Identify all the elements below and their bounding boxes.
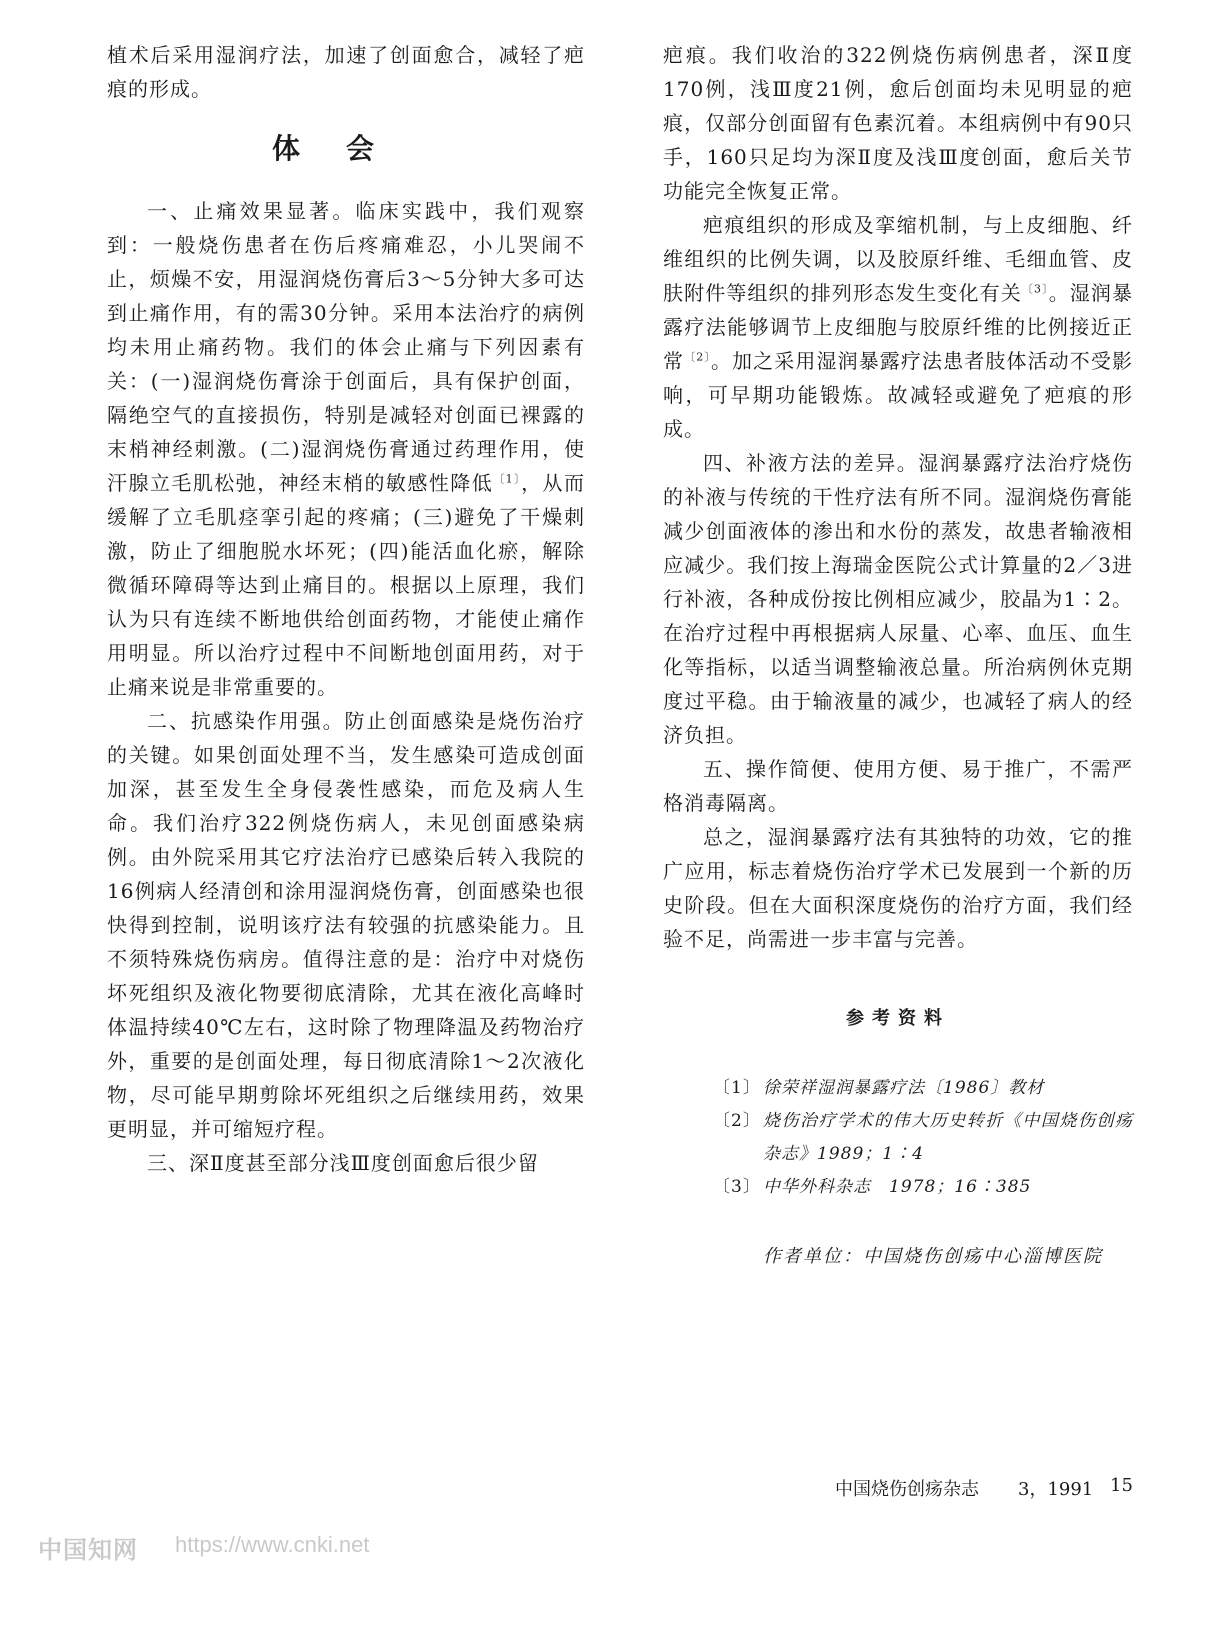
paragraph-text: ，从而缓解了立毛肌痉挛引起的疼痛；(三)避免了干燥刺激，防止了细胞脱水坏死；(四)能活血化瘀，解除微循环障碍等达到止痛目的。根据以上原理，我们认为只有连续不断地供给创面药物，才能使止痛作用明显。所以治疗过程中不间断地创面用药，对于止痛来说是非常重要的。 bbox=[107, 471, 586, 699]
footer-journal-name: 中国烧伤创疡杂志 bbox=[835, 1479, 979, 1500]
references-title: 参考资料 bbox=[846, 1008, 950, 1029]
paragraph-text: 一、止痛效果显著。临床实践中，我们观察到：一般烧伤患者在伤后疼痛难忍，小儿哭闹不止，烦燥不安，用湿润烧伤膏后3～5分钟大多可达到止痛作用，有的需30分钟。采用本法治疗的病例均未用止痛药物。我们的体会止痛与下列因素有关：(一)湿润烧伤膏涂于创面后，具有保护创面，隔绝空气的直接损伤，特别是减轻对创面已裸露的末梢神经刺激。(二)湿润烧伤膏通过药理作用，使汗腺立毛肌松弛，神经末梢的敏感性降低 bbox=[107, 199, 585, 495]
paragraph-text: 。湿润暴露疗法能够调节上皮细胞与胶原纤维的比例接近正常 bbox=[663, 281, 1134, 373]
citation-ref: 〔2〕 bbox=[684, 350, 711, 364]
paragraph-operation: 五、操作简便、使用方便、易于推广，不需严格消毒隔离。 bbox=[663, 757, 1133, 815]
reference-item bbox=[713, 1171, 1133, 1204]
section-title: 体会 bbox=[271, 132, 420, 165]
reference-text: 烧伤治疗学术的伟大历史转折《中国烧伤创疡杂志》1989；1∶4 bbox=[763, 1111, 1133, 1164]
paragraph-scar-start: 三、深Ⅱ度甚至部分浅Ⅲ度创面愈后很少留 bbox=[147, 1151, 539, 1175]
paragraph-summary: 总之，湿润暴露疗法有其独特的功效，它的推广应用，标志着烧伤治疗学术已发展到一个新的历史阶段。但在大面积深度烧伤的治疗方面，我们经验不足，尚需进一步丰富与完善。 bbox=[663, 825, 1133, 951]
reference-text: 徐荣祥湿润暴露疗法〔1986〕教材 bbox=[763, 1078, 1045, 1098]
watermark-url: https://www.cnki.net bbox=[175, 1532, 370, 1557]
reference-number: 〔2〕 bbox=[713, 1111, 761, 1131]
paragraph-scar-cont: 疤痕。我们收治的322例烧伤病例患者，深Ⅱ度170例，浅Ⅲ度21例，愈后创面均未见明显的疤痕，仅部分创面留有色素沉着。本组病例中有90只手，160只足均为深Ⅱ度及浅Ⅲ度创面，愈后关节功能完全恢复正常。 bbox=[663, 43, 1133, 203]
reference-item bbox=[713, 1105, 1133, 1171]
footer-page-number: 15 bbox=[1110, 1475, 1133, 1496]
reference-number: 〔3〕 bbox=[713, 1177, 761, 1197]
footer-issue: 3，1991 bbox=[1018, 1479, 1094, 1500]
reference-item bbox=[713, 1072, 1133, 1105]
citation-ref: 〔3〕 bbox=[1021, 282, 1049, 296]
paragraph-anti-infection: 二、抗感染作用强。防止创面感染是烧伤治疗的关键。如果创面处理不当，发生感染可造成创面加深，甚至发生全身侵袭性感染，而危及病人生命。我们治疗322例烧伤病人，未见创面感染病例。由外院采用其它疗法治疗已感染后转入我院的16例病人经清创和涂用湿润烧伤膏，创面感染也很快得到控制，说明该疗法有较强的抗感染能力。且不须特殊烧伤病房。值得注意的是：治疗中对烧伤坏死组织及液化物要彻底清除，尤其在液化高峰时体温持续40℃左右，这时除了物理降温及药物治疗外，重要的是创面处理，每日彻底清除1～2次液化物，尽可能早期剪除坏死组织之后继续用药，效果更明显，并可缩短疗程。 bbox=[107, 709, 585, 1141]
reference-text: 中华外科杂志 1978；16∶385 bbox=[763, 1177, 1032, 1197]
left-column bbox=[107, 38, 585, 1180]
continued-paragraph: 植术后采用湿润疗法，加速了创面愈合，减轻了疤痕的形成。 bbox=[107, 43, 585, 101]
watermark-logo: 中国知网 bbox=[38, 1536, 138, 1564]
reference-number: 〔1〕 bbox=[713, 1078, 761, 1098]
author-affiliation: 作者单位：中国烧伤创疡中心淄博医院 bbox=[763, 1246, 1103, 1267]
paragraph-text: 。加之采用湿润暴露疗法患者肢体活动不受影响，可早期功能锻炼。故减轻或避免了疤痕的形成。 bbox=[663, 349, 1134, 441]
right-column bbox=[663, 38, 1133, 1274]
paragraph-text: 疤痕组织的形成及挛缩机制，与上皮细胞、纤维组织的比例失调，以及胶原纤维、毛细血管、皮肤附件等组织的排列形态发生变化有关 bbox=[663, 213, 1133, 305]
paragraph-scar-mechanism bbox=[663, 208, 1133, 446]
paragraph-pain-relief bbox=[107, 194, 585, 704]
references-list bbox=[663, 1072, 1133, 1204]
citation-ref: 〔1〕 bbox=[493, 472, 522, 486]
paragraph-fluid: 四、补液方法的差异。湿润暴露疗法治疗烧伤的补液与传统的干性疗法有所不同。湿润烧伤膏能减少创面液体的渗出和水份的蒸发，故患者输液相应减少。我们按上海瑞金医院公式计算量的2／3进行补液，各种成份按比例相应减少，胶晶为1∶2。在治疗过程中再根据病人尿量、心率、血压、血生化等指标，以适当调整输液总量。所治病例休克期度过平稳。由于输液量的减少，也减轻了病人的经济负担。 bbox=[663, 451, 1133, 747]
